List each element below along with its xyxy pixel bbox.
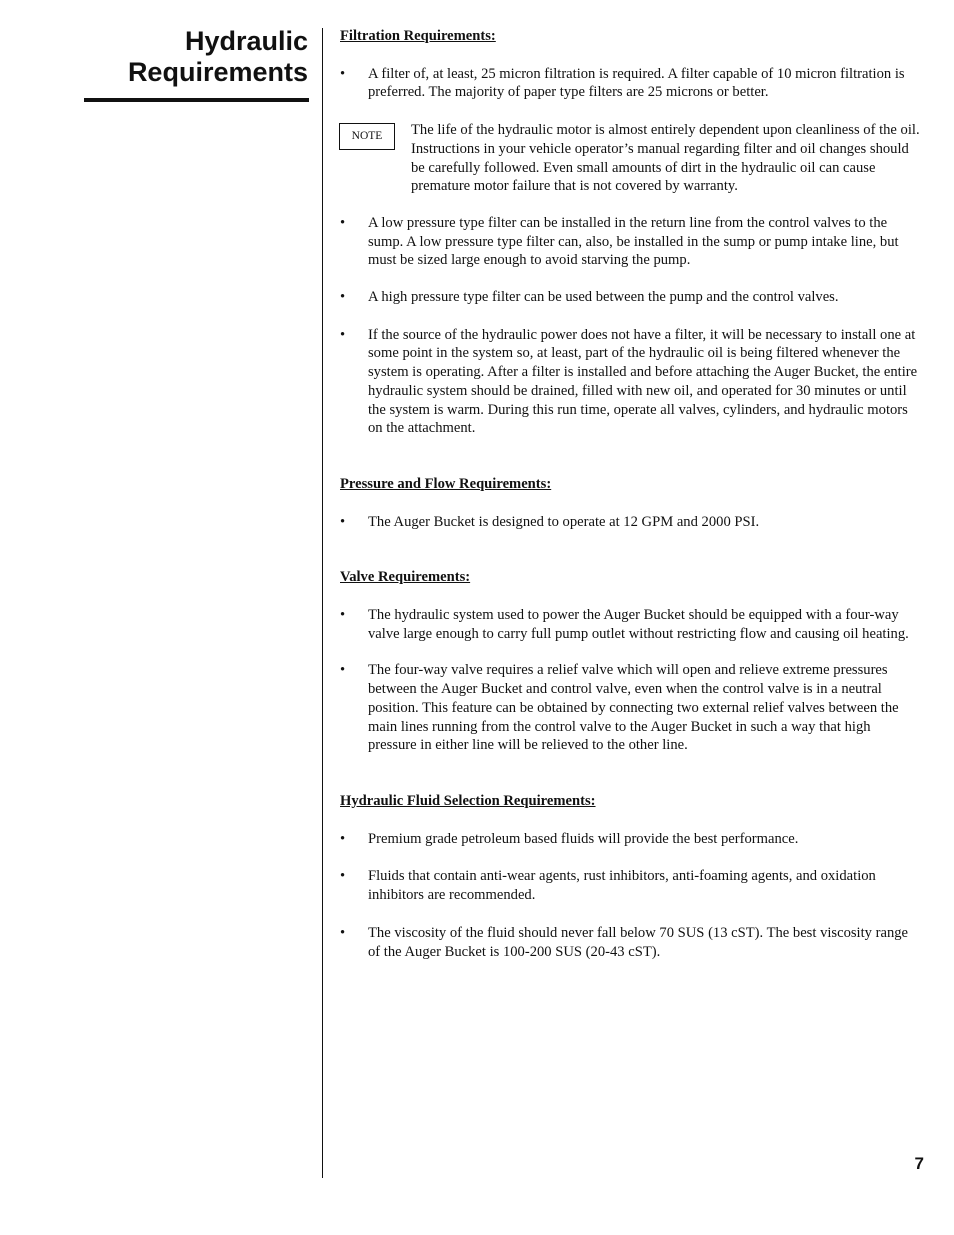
bullet-marker: • (340, 924, 346, 941)
page-title-line1: Hydraulic (184, 26, 308, 56)
bullet-text: The viscosity of the fluid should never fall below 70 SUS (13 cST). The best viscosity range of the Auger Bucket is 100-200 SUS (20-43 cST). (368, 924, 909, 960)
filtration-bullet-4 (340, 326, 920, 438)
main-content (340, 27, 920, 961)
page-number: 7 (914, 1154, 924, 1173)
filtration-bullet-1 (340, 65, 920, 102)
bullet-marker: • (340, 65, 346, 82)
note-badge: NOTE (339, 123, 395, 150)
bullet-text: The four-way valve requires a relief valve which will open and relieve extreme pressures between the Auger Bucket and control valve, even when the control valve is in a neutral position. This feature can be obtained by connecting two external relief valves between the main lines running from the control valve to the Auger Bucket in such a way that high pressure in either line will be relieved to the other line. (368, 662, 899, 754)
bullet-text: Premium grade petroleum based fluids will provide the best performance. (368, 830, 799, 847)
bullet-marker: • (340, 607, 346, 624)
note-text: The life of the hydraulic motor is almost entirely dependent upon cleanliness of the oil. Instructions in your vehicle operator’s manual regarding filter and oil changes should be carefully followed. Even small amounts of dirt in the hydraulic oil can cause premature motor failure that is not covered by warranty. (411, 122, 920, 195)
bullet-text: A low pressure type filter can be installed in the return line from the control valves to the sump. A low pressure type filter can, also, be installed in the sump or pump intake line, but must be sized large enough to avoid starving the pump. (368, 214, 899, 269)
bullet-text: A high pressure type filter can be used between the pump and the control valves. (368, 289, 839, 306)
fluid-heading: Hydraulic Fluid Selection Requirements: (340, 792, 596, 809)
bullet-marker: • (340, 830, 346, 847)
bullet-marker: • (340, 214, 346, 231)
filtration-heading: Filtration Requirements: (340, 28, 496, 44)
valve-bullet-2 (340, 661, 920, 755)
valve-bullet-1 (340, 606, 920, 643)
fluid-bullet-2 (340, 867, 920, 904)
pressure-heading: Pressure and Flow Requirements: (340, 475, 552, 492)
note-block (340, 121, 920, 196)
fluid-bullet-3 (340, 924, 920, 961)
bullet-text: The hydraulic system used to power the Auger Bucket should be equipped with a four-way valve large enough to carry full pump outlet without restricting flow and causing oil heating. (368, 607, 909, 642)
filtration-bullet-3 (340, 288, 920, 307)
bullet-marker: • (340, 868, 346, 885)
bullet-text: If the source of the hydraulic power does not have a filter, it will be necessary to install one at some point in the system so, at least, part of the hydraulic oil is being filtered whenever the system is operating. After a filter is installed and before attaching the Auger Bucket, the entire hydraulic system should be drained, filled with new oil, and operated for 30 minutes or until the system is warm. During this run time, operate all valves, cylinders, and hydraulic motors on the attachment. (368, 326, 918, 437)
bullet-marker: • (340, 513, 346, 530)
page-title (84, 26, 308, 88)
page-title-line2: Requirements (127, 57, 308, 87)
bullet-marker: • (340, 662, 346, 679)
fluid-bullet-1 (340, 830, 920, 849)
bullet-text: The Auger Bucket is designed to operate at 12 GPM and 2000 PSI. (368, 513, 760, 530)
bullet-marker: • (340, 289, 346, 306)
title-underline-rule (84, 98, 309, 102)
column-divider (322, 28, 323, 1178)
bullet-marker: • (340, 326, 346, 343)
bullet-text: Fluids that contain anti-wear agents, rust inhibitors, anti-foaming agents, and oxidation inhibitors are recommended. (368, 868, 876, 904)
bullet-text: A filter of, at least, 25 micron filtration is required. A filter capable of 10 micron filtration is preferred. The majority of paper type filters are 25 microns or better. (368, 65, 905, 101)
filtration-bullet-2 (340, 214, 920, 270)
pressure-bullet-1 (340, 513, 920, 532)
valve-heading: Valve Requirements: (340, 569, 471, 586)
